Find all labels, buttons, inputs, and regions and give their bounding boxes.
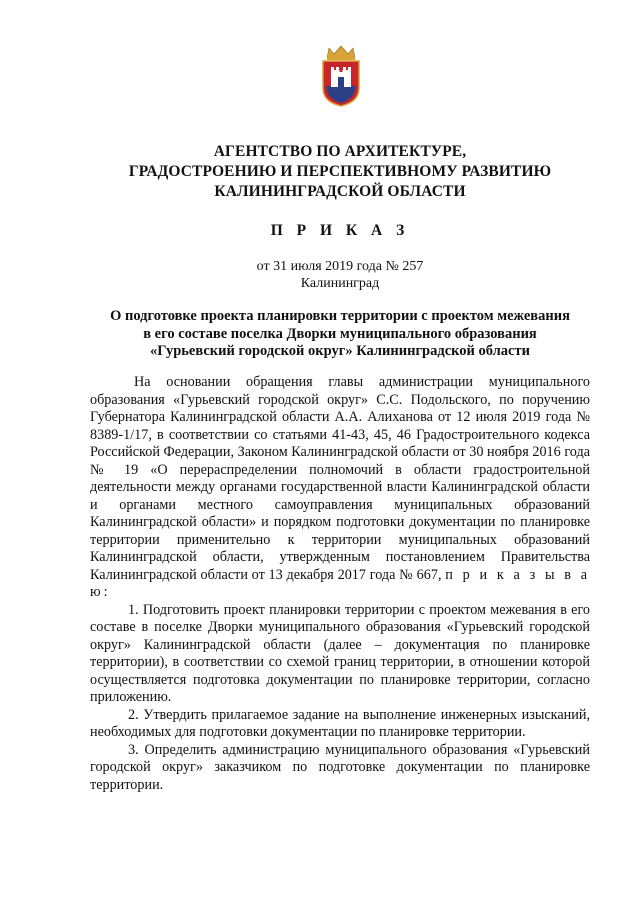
preamble-text: На основании обращения главы администрации муниципального образования «Гурьевский городской округ» С.С. Подольского, по поручению Губернатора Калининградской области А.А. Алиханова от 12 июля 2019 года № 8389-1/17, в соответствии со статьями 41-43, 45, 46 Градостроительного кодекса Российской Федерации, Законом Калининградской области от 30 ноября 2016 года № 19 «О перераспределении полномочий в области градостроительной деятельности между органами государственной власти Калининградской области и органами местного самоуправления муниципальных образований Калининградской области» и порядком подготовки документации по планировке территории применительно к территории муниципальных образований Калининградской области, утвержденным постановлением Правительства Калининградской области от 13 декабря 2017 года № 667, — [90, 374, 590, 583]
agency-name — [60, 142, 620, 202]
order-meta — [60, 258, 620, 292]
subject-line: «Гурьевский городской округ» Калининградской области — [150, 343, 530, 359]
order-subject — [90, 308, 590, 361]
agency-line: КАЛИНИНГРАДСКОЙ ОБЛАСТИ — [214, 183, 466, 200]
kaliningrad-coat-of-arms-icon — [319, 44, 363, 108]
subject-line: в его составе поселка Дворки муниципального образования — [143, 325, 537, 342]
subject-line: О подготовке проекта планировки территории с проектом межевания — [110, 308, 570, 324]
order-date-number: от 31 июля 2019 года № 257 — [256, 259, 424, 274]
document-type: П Р И К А З — [270, 222, 410, 239]
agency-line: АГЕНТСТВО ПО АРХИТЕКТУРЕ, — [213, 143, 467, 160]
order-word: п р и к а з ы в а ю: — [90, 566, 590, 600]
order-item-2: 2. Утвердить прилагаемое задание на выполнение инженерных изысканий, необходимых для подготовки документации по планировке территории. — [90, 706, 590, 740]
preamble-paragraph — [90, 374, 590, 602]
order-body — [90, 374, 590, 794]
order-city: Калининград — [300, 276, 380, 291]
agency-line: ГРАДОСТРОЕНИЮ И ПЕРСПЕКТИВНОМУ РАЗВИТИЮ — [128, 163, 552, 180]
order-item-3: 3. Определить администрацию муниципального образования «Гурьевский городской округ» заказчиком по подготовке документации по планировке территории. — [90, 741, 590, 793]
order-item-1: 1. Подготовить проект планировки территории с проектом межевания в его составе в поселке Дворки муниципального образования «Гурьевский городской округ» Калининградской области (далее – документация по планировке территории), в соответствии со схемой границ территории, в отношении которой осуществляется подготовка документации по планировке территории, согласно приложению. — [90, 601, 590, 705]
